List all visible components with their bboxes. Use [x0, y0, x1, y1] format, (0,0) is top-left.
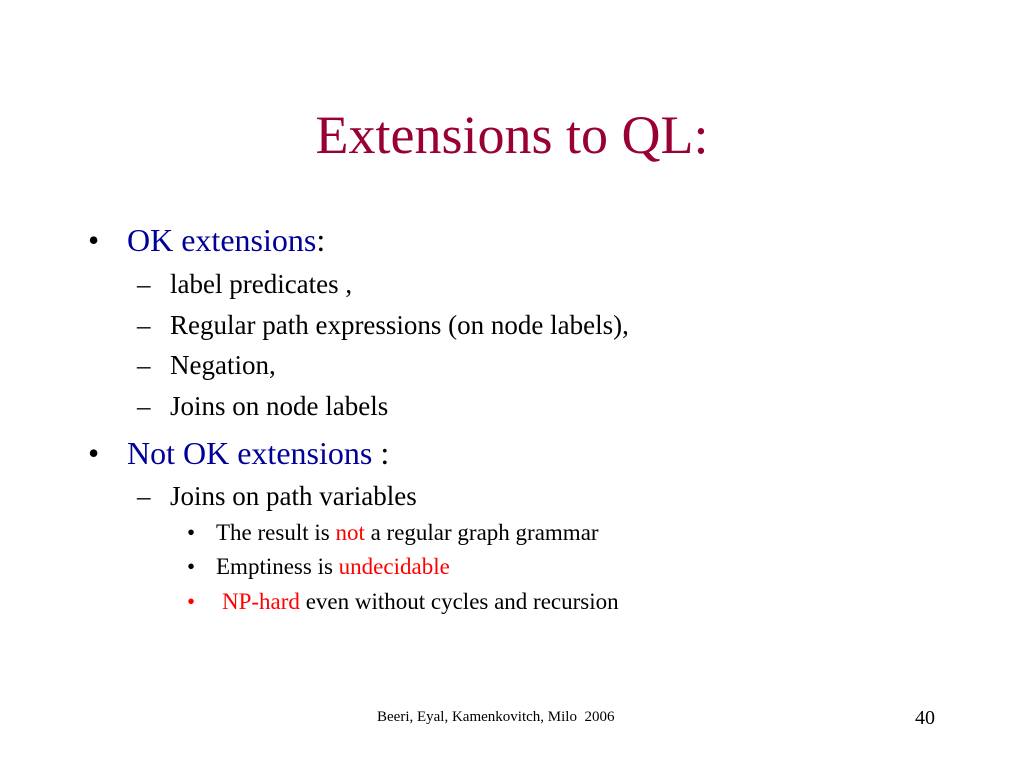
bullet-mark: • [187, 589, 196, 614]
point-text [222, 588, 619, 616]
point-pre: Emptiness is [216, 554, 339, 579]
bullet-ok-extensions [88, 221, 488, 259]
bullet-text [127, 434, 389, 472]
bullet-text [127, 221, 325, 259]
slide-title: Extensions to QL: [315, 105, 709, 165]
bullet-suffix: : [316, 222, 326, 258]
subitem-text: Joins on node labels [170, 391, 389, 421]
subitem-negation [137, 349, 737, 381]
point-not-regular-grammar [187, 519, 787, 547]
point-emptiness-undecidable [187, 553, 787, 581]
dash-mark: – [137, 481, 151, 511]
page-number: 40 [915, 707, 935, 729]
dash-mark: – [137, 391, 151, 421]
bullet-mark: • [88, 222, 100, 258]
bullet-label: OK extensions [127, 222, 317, 258]
subitem-regular-path-expressions [137, 309, 837, 341]
point-text [216, 519, 599, 547]
point-np-hard [187, 588, 787, 616]
bullet-label: Not OK extensions [127, 435, 373, 471]
subitem-label-predicates [137, 268, 737, 300]
subitem-text: Regular path expressions (on node labels), [170, 310, 629, 340]
point-pre: The result is [216, 520, 336, 545]
dash-mark: – [137, 269, 151, 299]
slide-footer: Beeri, Eyal, Kamenkovitch, Milo 2006 [377, 709, 615, 725]
subitem-text: Negation, [170, 350, 276, 380]
point-post: a regular graph grammar [364, 520, 599, 545]
dash-mark: – [137, 310, 151, 340]
dash-mark: – [137, 350, 151, 380]
bullet-mark: • [187, 520, 196, 545]
subitem-text: Joins on path variables [170, 481, 417, 511]
bullet-not-ok-extensions [88, 434, 588, 472]
bullet-suffix: : [372, 435, 390, 471]
point-highlight: not [335, 520, 365, 545]
subitem-joins-node-labels [137, 390, 737, 422]
bullet-mark: • [88, 435, 100, 471]
point-highlight: undecidable [338, 554, 450, 579]
subitem-joins-path-variables [137, 480, 737, 512]
point-text [216, 553, 450, 581]
bullet-mark: • [187, 554, 196, 579]
subitem-text: label predicates , [170, 269, 353, 299]
point-highlight: NP-hard [222, 589, 300, 614]
point-post: even without cycles and recursion [299, 589, 619, 614]
